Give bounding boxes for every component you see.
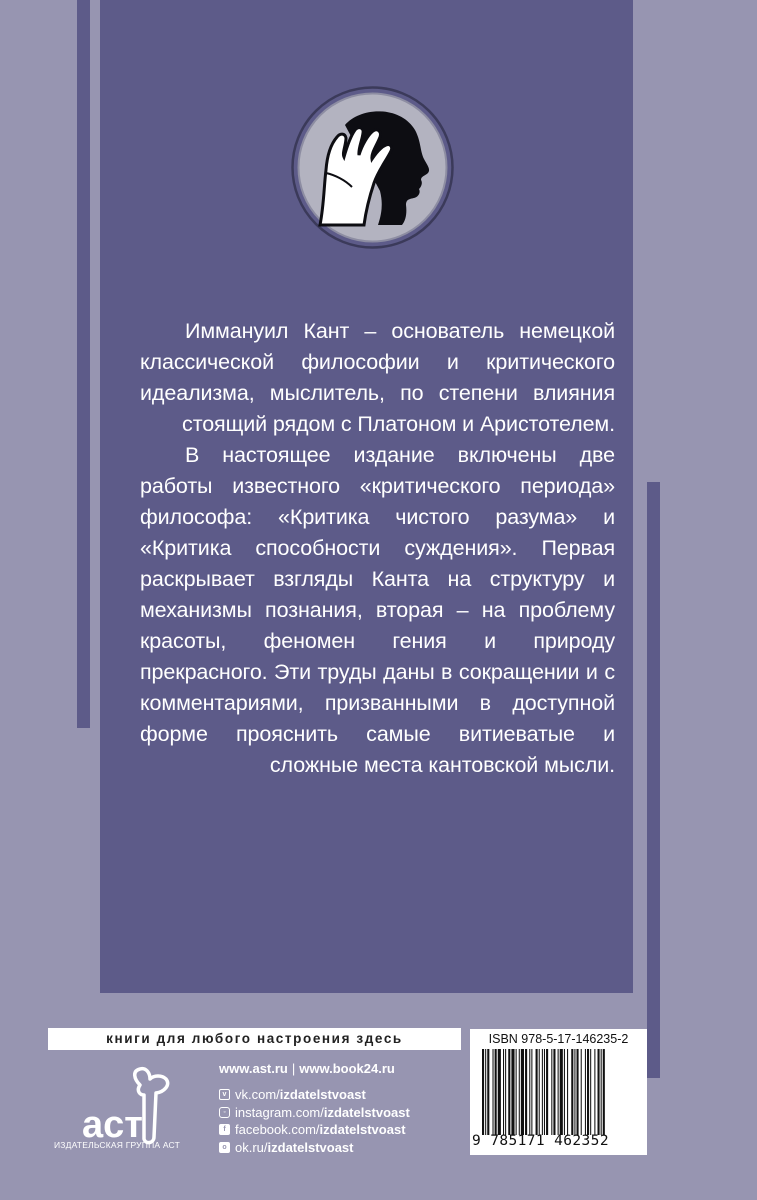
social-item-vk[interactable]	[219, 1086, 410, 1104]
barcode-bar	[542, 1049, 543, 1135]
slogan-strip: книги для любого настроения здесь	[48, 1028, 461, 1050]
social-handle: izdatelstvoast	[279, 1087, 366, 1103]
websites-line	[219, 1061, 395, 1076]
vk-icon: v	[219, 1089, 230, 1100]
barcode-bar	[544, 1049, 545, 1135]
barcode-bars	[482, 1049, 634, 1135]
hand-head-silhouette-icon	[290, 85, 455, 250]
barcode-bar	[505, 1049, 506, 1135]
ean-digits: 9 785171 462352	[472, 1133, 609, 1149]
barcode-bar	[531, 1049, 532, 1135]
barcode-bar	[521, 1049, 524, 1135]
barcode-bar	[558, 1049, 559, 1135]
barcode-bar	[519, 1049, 520, 1135]
barcode-bar	[598, 1049, 600, 1135]
barcode-bar	[511, 1049, 514, 1135]
social-prefix: facebook.com/	[235, 1122, 320, 1138]
barcode-bar	[482, 1049, 484, 1135]
barcode-bar	[585, 1049, 586, 1135]
barcode-bar	[485, 1049, 486, 1135]
social-handle: izdatelstvoast	[267, 1139, 354, 1155]
social-item-instagram[interactable]	[219, 1104, 410, 1122]
barcode-bar	[503, 1049, 504, 1135]
social-handle: izdatelstvoast	[323, 1104, 410, 1120]
barcode-bar	[539, 1049, 540, 1135]
barcode-bar	[493, 1049, 494, 1135]
barcode-bar	[571, 1049, 573, 1135]
barcode-bar	[495, 1049, 497, 1135]
odnoklassniki-icon: o	[219, 1142, 230, 1153]
social-prefix: vk.com/	[235, 1087, 280, 1103]
social-item-facebook[interactable]	[219, 1121, 410, 1139]
publisher-name: ИЗДАТЕЛЬСКАЯ ГРУППА АСТ	[54, 1140, 180, 1150]
social-prefix: instagram.com/	[235, 1104, 324, 1120]
site-separator: |	[291, 1061, 296, 1076]
barcode-bar	[525, 1049, 527, 1135]
barcode-bar	[590, 1049, 591, 1135]
left-accent-bar	[77, 0, 90, 728]
book-description	[140, 316, 615, 781]
logo-text: аст	[82, 1104, 143, 1146]
barcode-bar	[581, 1049, 582, 1135]
barcode-bar	[529, 1049, 530, 1135]
barcode-bar	[603, 1049, 605, 1135]
barcode-bar	[574, 1049, 575, 1135]
social-handle: izdatelstvoast	[319, 1122, 406, 1138]
description-paragraph-1: Иммануил Кант – основатель немецкой классической философии и критического идеализма, мыслитель, по степени влияния стоящий рядом с Платоном и Аристотелем.	[140, 319, 615, 436]
barcode-bar	[551, 1049, 552, 1135]
right-accent-bar	[647, 482, 660, 1078]
barcode-bar	[560, 1049, 563, 1135]
barcode-bar	[564, 1049, 565, 1135]
barcode-bar	[498, 1049, 501, 1135]
instagram-icon: ◦	[219, 1107, 230, 1118]
barcode-bar	[553, 1049, 555, 1135]
social-prefix: ok.ru/	[235, 1139, 268, 1155]
barcode-bar	[587, 1049, 589, 1135]
description-paragraph-2: В настоящее издание включены две работы известного «критического периода» философа: «Критика чистого разума» и «Критика способности суждения». Первая раскрывает взгляды Канта на структуру и механизмы познания, вторая – на проблему красоты, феномен гения и природу прекрасного. Эти труды даны в сокращении и с комментариями, призванными в доступной форме прояснить самые витиеватые и сложные места кантовской мысли.	[140, 443, 615, 777]
barcode-bar	[546, 1049, 548, 1135]
site-link-ast[interactable]: www.ast.ru	[219, 1061, 288, 1076]
site-link-book24[interactable]: www.book24.ru	[299, 1061, 395, 1076]
barcode-bar	[577, 1049, 579, 1135]
social-links	[219, 1086, 410, 1156]
barcode-bar	[516, 1049, 517, 1135]
barcode-bar	[594, 1049, 595, 1135]
barcode-bar	[508, 1049, 510, 1135]
barcode-bar	[601, 1049, 602, 1135]
facebook-icon: f	[219, 1124, 230, 1135]
isbn-number: ISBN 978-5-17-146235-2	[488, 1032, 629, 1046]
barcode-bar	[487, 1049, 489, 1135]
social-item-ok[interactable]	[219, 1139, 410, 1157]
barcode-bar	[536, 1049, 538, 1135]
barcode-box	[470, 1029, 647, 1155]
barcode-bar	[567, 1049, 568, 1135]
